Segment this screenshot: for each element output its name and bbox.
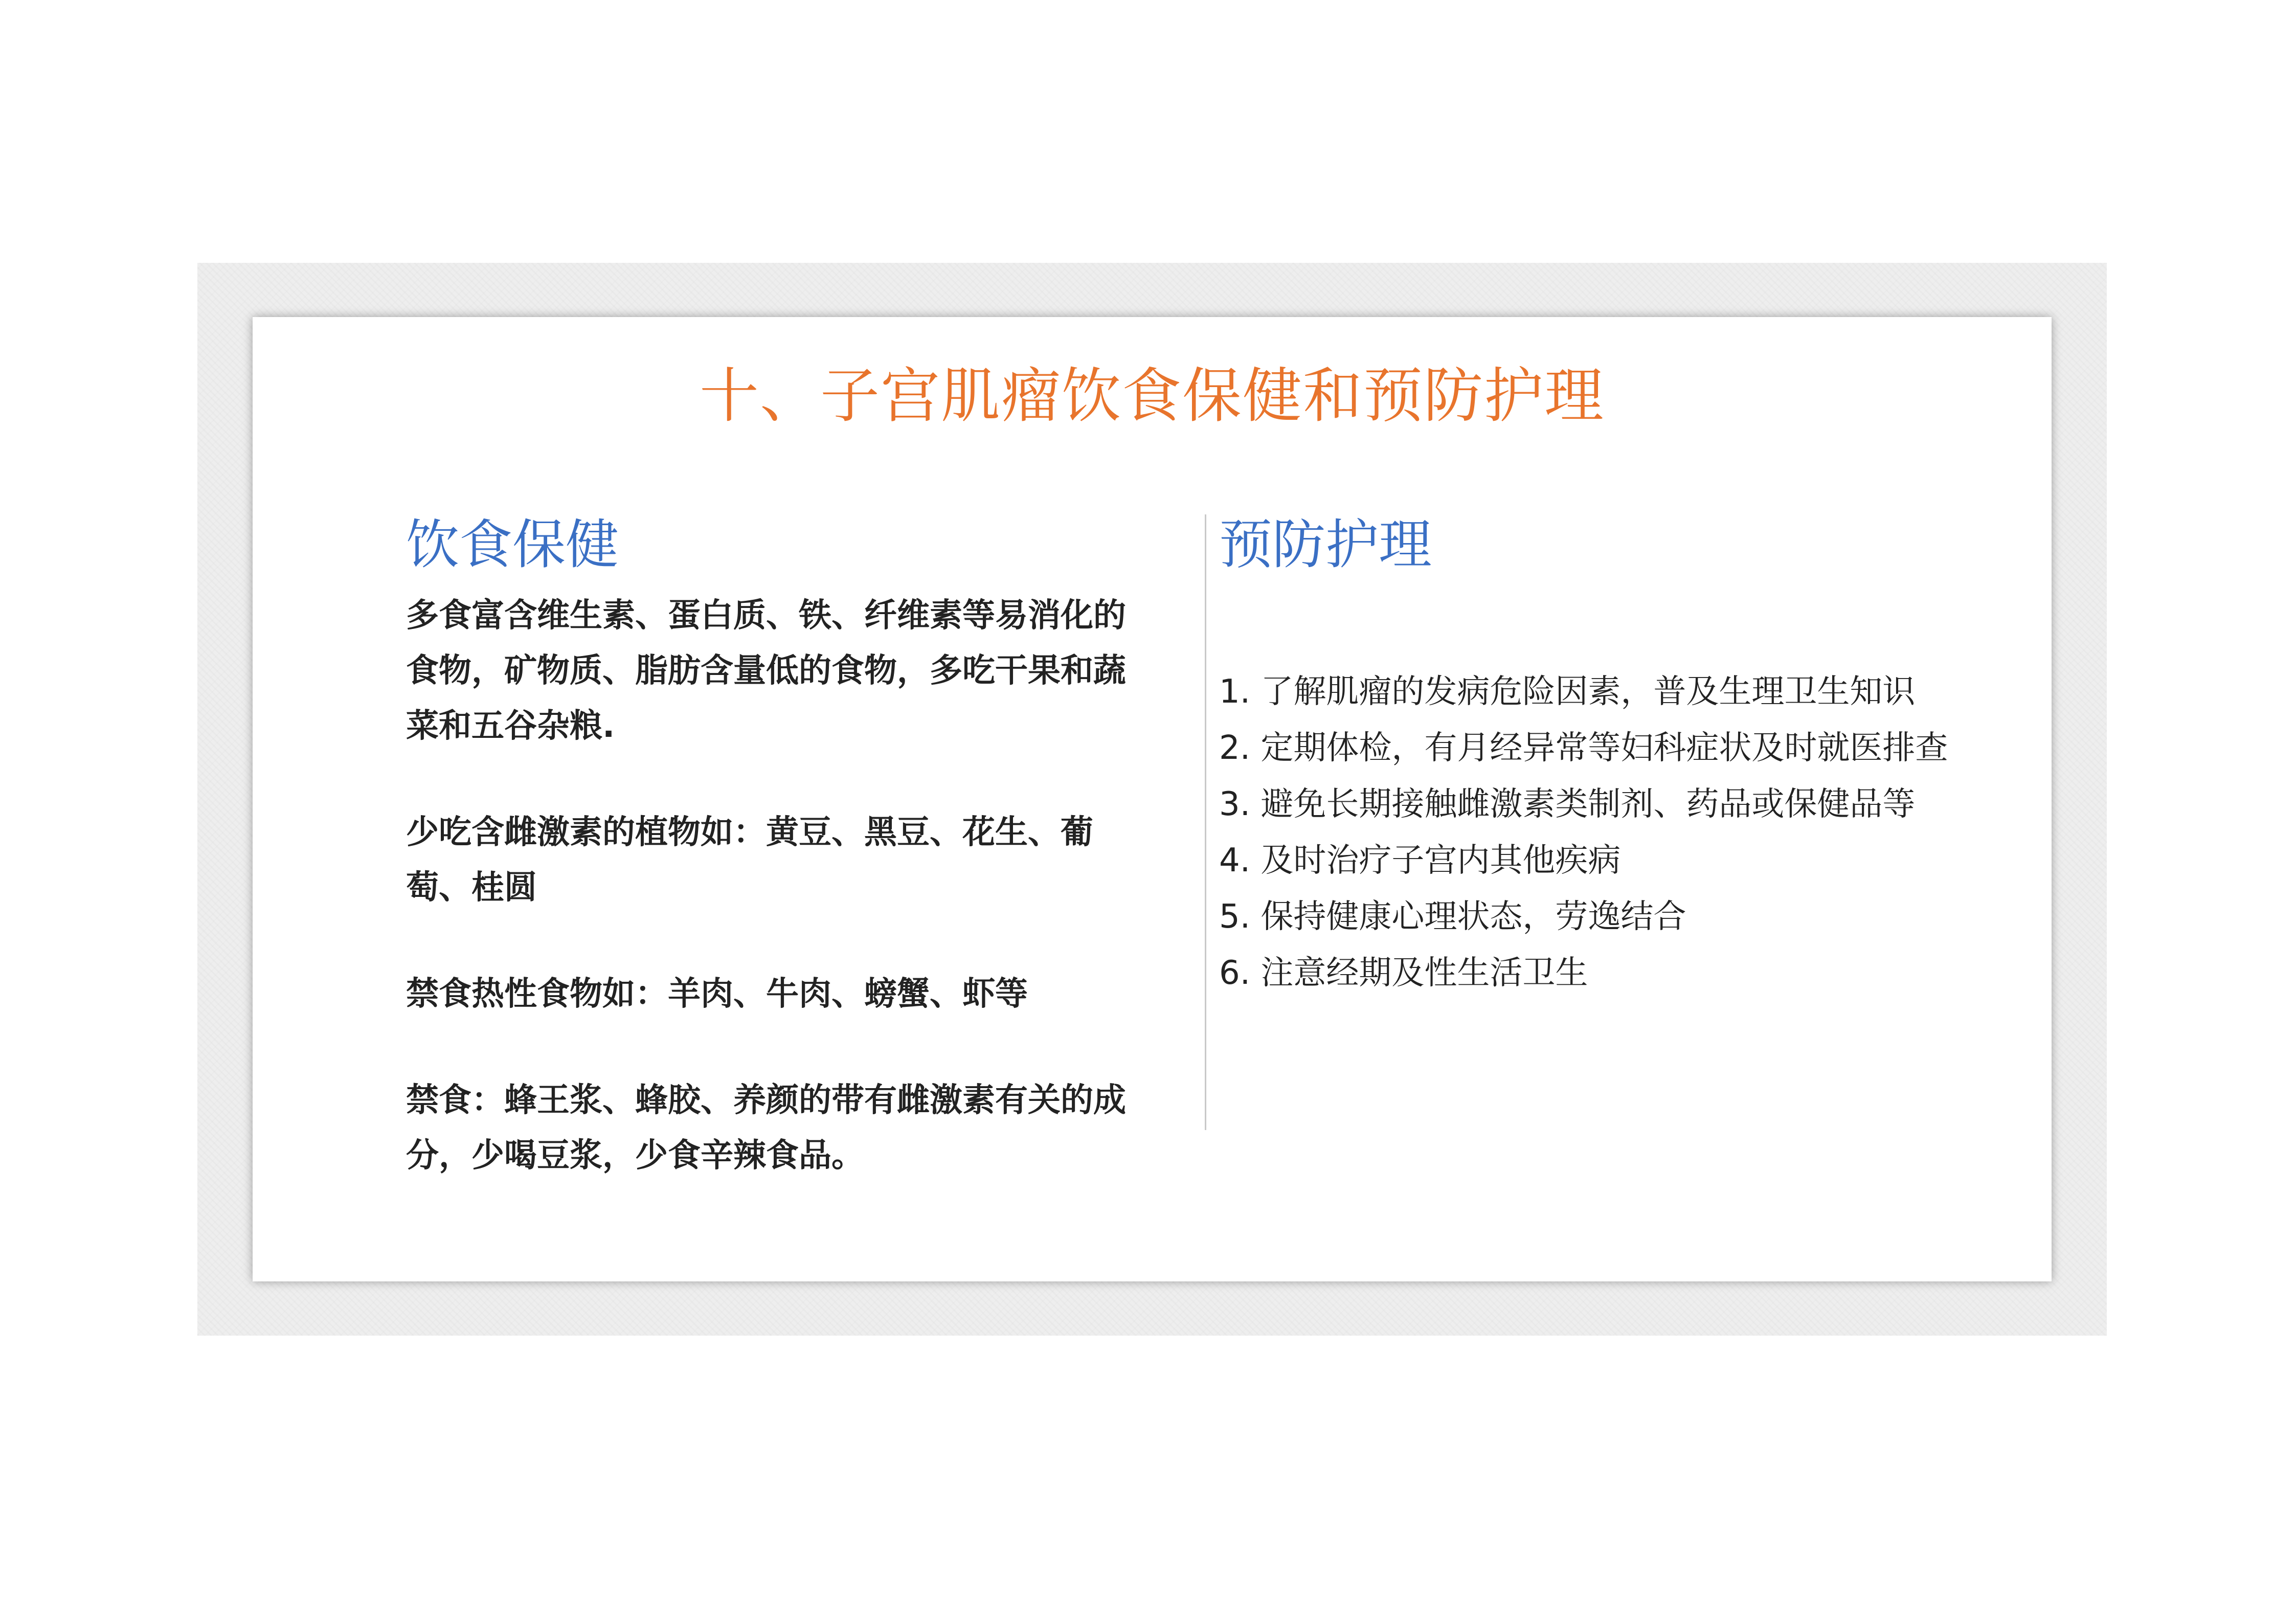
column-divider bbox=[1205, 514, 1206, 1130]
prevention-item-2: 2. 定期体检，有月经异常等妇科症状及时就医排查 bbox=[1219, 729, 1948, 767]
prevention-item-1: 1. 了解肌瘤的发病危险因素，普及生理卫生知识 bbox=[1219, 673, 1916, 711]
diet-paragraph-1: 多食富含维生素、蛋白质、铁、纤维素等易消化的食物，矿物质、脂肪含量低的食物，多吃干果和蔬菜和五谷杂粮. bbox=[406, 597, 1126, 745]
diet-column bbox=[406, 511, 1132, 1183]
prevention-item-5: 5. 保持健康心理状态，劳逸结合 bbox=[1219, 898, 1686, 936]
prevention-item-4: 4. 及时治疗子宫内其他疾病 bbox=[1219, 842, 1621, 880]
diet-heading: 饮食保健 bbox=[406, 513, 619, 576]
prevention-item-3: 3. 避免长期接触雌激素类制剂、药品或保健品等 bbox=[1219, 785, 1916, 823]
prevention-item-6: 6. 注意经期及性生活卫生 bbox=[1219, 954, 1588, 992]
slide bbox=[253, 317, 2052, 1281]
slide-title: 十、子宫肌瘤饮食保健和预防护理 bbox=[700, 362, 1605, 431]
diet-paragraph-2: 少吃含雌激素的植物如：黄豆、黑豆、花生、葡萄、桂圆 bbox=[406, 814, 1093, 907]
diet-paragraph-4: 禁食：蜂王浆、蜂胶、养颜的带有雌激素有关的成分，少喝豆浆，少食辛辣食品。 bbox=[406, 1081, 1126, 1175]
prevention-list bbox=[1219, 664, 2017, 1001]
prevention-column bbox=[1219, 511, 2017, 1001]
prevention-heading: 预防护理 bbox=[1219, 513, 1432, 576]
slide-frame bbox=[197, 263, 2107, 1336]
diet-paragraph-3: 禁食热性食物如：羊肉、牛肉、螃蟹、虾等 bbox=[406, 975, 1028, 1013]
